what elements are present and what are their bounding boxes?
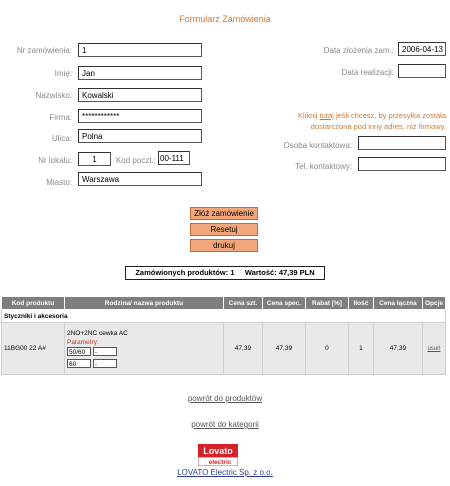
special-price: 47,39: [262, 323, 305, 375]
svg-text:Lovato: Lovato: [203, 446, 233, 456]
city-label: Miasto:: [46, 178, 72, 187]
contact-phone-field[interactable]: [358, 157, 446, 171]
lovato-logo[interactable]: [198, 444, 238, 466]
submit-order-button[interactable]: Złóż zamówienie: [190, 207, 258, 220]
product-count: Zamówionych produktów: 1: [135, 268, 235, 277]
back-to-products-link[interactable]: powrót do produktów: [187, 394, 263, 403]
table-group-row: [2, 310, 446, 323]
street-field[interactable]: Polna: [78, 129, 202, 143]
product-table: [1, 296, 446, 375]
order-date-field[interactable]: 2006-04-13: [398, 42, 446, 56]
postal-field[interactable]: 00-111: [158, 151, 190, 165]
lovato-logo-graphic: [198, 444, 238, 466]
city-field[interactable]: Warszawa: [78, 172, 202, 186]
order-no-label: Nr zamówienia:: [16, 46, 72, 55]
quantity: 1: [348, 323, 373, 375]
param1-value-field[interactable]: 50/60: [67, 347, 91, 356]
column-header: Rabat [%]: [305, 297, 348, 310]
form-title: Formularz Zamówienia: [179, 14, 271, 24]
column-header: Cena spec.: [262, 297, 305, 310]
svg-text:electric: electric: [208, 459, 232, 466]
contact-phone-label: Tel. kontaktowy:: [295, 162, 352, 171]
column-header: Kod produktu: [2, 297, 65, 310]
params-label: Parametry:: [67, 339, 99, 347]
total-price: 47,39: [373, 323, 422, 375]
column-header: Cena łączna: [373, 297, 422, 310]
back-to-category-link[interactable]: powrót do kategorii: [191, 420, 259, 429]
column-header: Opcje: [422, 297, 445, 310]
order-date-label: Data złożenia zam.:: [323, 46, 394, 55]
column-header: Ilość: [348, 297, 373, 310]
company-link[interactable]: LOVATO Electric Sp. z o.o.: [177, 468, 273, 477]
realization-date-field[interactable]: [398, 64, 446, 78]
product-name-cell: [65, 323, 224, 375]
first-name-field[interactable]: Jan: [78, 66, 202, 80]
param2-value-field[interactable]: 60: [67, 359, 91, 368]
group-name: Styczniki i akcesoria: [2, 310, 446, 323]
order-summary: [125, 266, 325, 280]
param2-extra-field[interactable]: -: [93, 359, 117, 368]
reset-button[interactable]: Resetuj: [190, 223, 258, 236]
order-no-field[interactable]: 1: [78, 43, 202, 57]
discount: 0: [305, 323, 348, 375]
order-value: Wartość: 47,39 PLN: [244, 268, 315, 277]
postal-label: Kod poczt.:: [115, 156, 156, 165]
alternate-address-link[interactable]: tutaj: [319, 111, 334, 120]
remove-link[interactable]: usuń: [422, 323, 445, 375]
first-name-label: Imię:: [54, 69, 72, 78]
company-label: Firma:: [49, 113, 72, 122]
realization-date-label: Data realizacji:: [341, 68, 394, 77]
alternate-address-note: Kliknij tutaj jeśli chcesz, by przesyłka została dostarczona pod inny adres, niż firmowy.: [297, 111, 446, 131]
column-header: Rodzina/ nazwa produktu: [65, 297, 224, 310]
table-header-row: [2, 297, 446, 310]
product-code: 11BG00 22 A#: [2, 323, 65, 375]
last-name-label: Nazwisko:: [35, 91, 72, 100]
last-name-field[interactable]: Kowalski: [78, 88, 202, 102]
street-label: Ulica:: [51, 134, 72, 143]
column-header: Cena szt.: [223, 297, 262, 310]
print-button[interactable]: drukuj: [190, 239, 258, 252]
house-no-field[interactable]: 1: [78, 152, 111, 166]
company-field[interactable]: ************: [78, 109, 202, 123]
contact-person-label: Osoba kontaktowa:: [283, 141, 352, 150]
unit-price: 47,39: [223, 323, 262, 375]
contact-person-field[interactable]: [358, 136, 446, 150]
product-name: 2NO+2NC cewka AC: [67, 330, 128, 338]
param1-extra-field[interactable]: -: [93, 347, 117, 356]
house-no-label: Nr lokalu:: [38, 156, 72, 165]
table-row: [2, 323, 446, 375]
